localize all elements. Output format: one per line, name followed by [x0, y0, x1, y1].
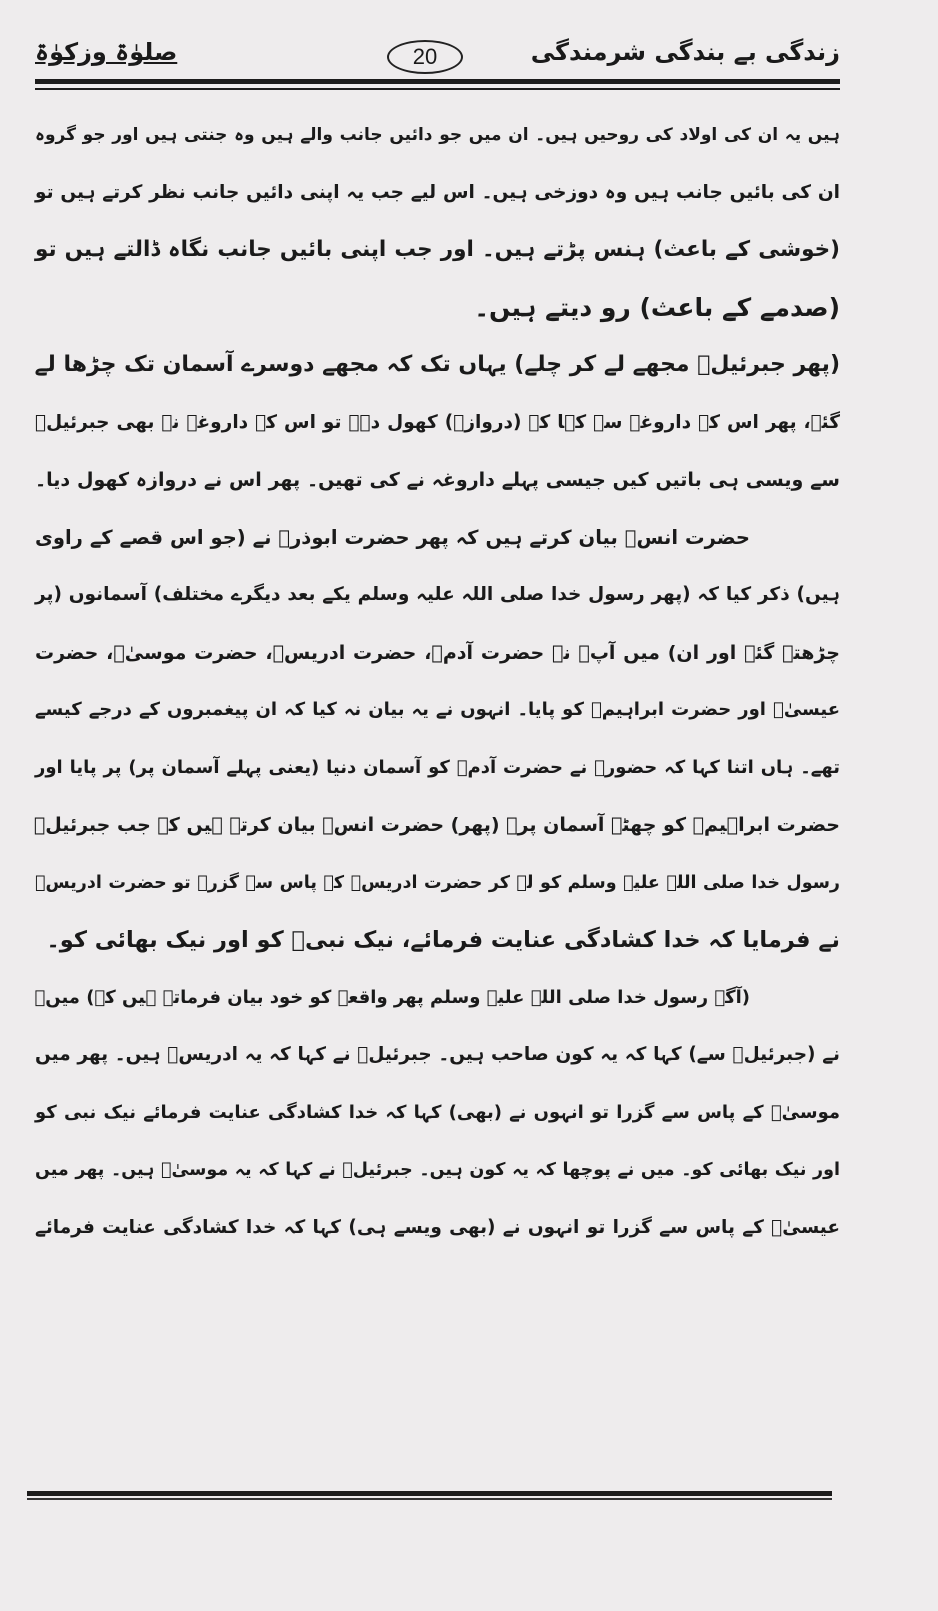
text-line: ان کی بائیں جانب ہیں وہ دوزخی ہیں۔ اس لیے جب یہ اپنی دائیں جانب نظر کرتے ہیں تو — [35, 181, 840, 203]
text-line: رسول خدا صلی اللہ علیہ وسلم کو لے کر حضرت ادریسؑ کے پاس سے گزرے تو حضرت ادریسؑ — [35, 872, 840, 893]
footer-rule — [27, 1491, 832, 1496]
text-line: نے فرمایا کہ خدا کشادگی عنایت فرمائے، نیک نبیؐ کو اور نیک بھائی کو۔ — [46, 927, 840, 953]
header-rule-thin — [35, 88, 840, 90]
text-line: چڑھتے گئے اور ان) میں آپؐ نے حضرت آدمؑ، حضرت ادریسؑ، حضرت موسیٰؑ، حضرت — [35, 641, 840, 664]
text-line: حضرت ابراہیمؑ کو چھٹے آسمان پر۔ (پھر) حضرت انسؓ بیان کرتے ہیں کہ جب جبرئیلؑ — [33, 814, 840, 836]
text-line: (پھر جبرئیلؑ مجھے لے کر چلے) یہاں تک کہ مجھے دوسرے آسمان تک چڑھا لے — [34, 352, 840, 377]
header-rule — [35, 79, 840, 84]
text-line: عیسیٰؑ اور حضرت ابراہیمؑ کو پایا۔ انہوں نے یہ بیان نہ کیا کہ ان پیغمبروں کے درجے کیسے — [35, 699, 840, 720]
running-header — [35, 38, 840, 78]
text-line: موسیٰؑ کے پاس سے گزرا تو انہوں نے (بھی) کہا کہ خدا کشادگی عنایت فرمائے نیک نبی کو — [35, 1101, 840, 1123]
page-body-text — [35, 110, 840, 1260]
book-title: زندگی بے بندگی شرمندگی — [530, 38, 840, 66]
text-line: ہیں) ذکر کیا کہ (پھر رسول خدا صلی اللہ علیہ وسلم یکے بعد دیگرے مختلف) آسمانوں (پر — [35, 584, 840, 605]
text-line: تھے۔ ہاں اتنا کہا کہ حضورؐ نے حضرت آدمؑ کو آسمان دنیا (یعنی پہلے آسمان پر) پر پایا اور — [35, 756, 840, 778]
text-line: نے (جبرئیلؑ سے) کہا کہ یہ کون صاحب ہیں۔ جبرئیلؑ نے کہا کہ یہ ادریسؑ ہیں۔ پھر میں — [35, 1044, 840, 1065]
footer-rule-thin — [27, 1498, 832, 1500]
text-line: (صدمے کے باعث) رو دیتے ہیں۔ — [474, 292, 840, 322]
text-line: (خوشی کے باعث) ہنس پڑتے ہیں۔ اور جب اپنی بائیں جانب نگاہ ڈالتے ہیں تو — [35, 237, 840, 262]
text-line: (آگے رسول خدا صلی اللہ علیہ وسلم پھر واقعے کو خود بیان فرماتے ہیں کہ) میںؐ — [34, 986, 750, 1008]
text-line: اور نیک بھائی کو۔ میں نے پوچھا کہ یہ کون ہیں۔ جبرئیلؑ نے کہا کہ یہ موسیٰؑ ہیں۔ پھر میں — [35, 1160, 840, 1180]
section-title: صلوٰۃ وزکوٰۃ — [35, 38, 178, 66]
page-number: 20 — [387, 40, 463, 74]
text-line: حضرت انسؓ بیان کرتے ہیں کہ پھر حضرت ابوذرؓ نے (جو اس قصے کے راوی — [35, 525, 750, 549]
text-line: سے ویسی ہی باتیں کیں جیسی پہلے داروغہ نے کی تھیں۔ پھر اس نے دروازہ کھول دیا۔ — [35, 469, 840, 491]
text-line: عیسیٰؑ کے پاس سے گزرا تو انہوں نے (بھی ویسے ہی) کہا کہ خدا کشادگی عنایت فرمائے — [35, 1216, 840, 1238]
text-line: گئے، پھر اس کے داروغہ سے کہا کہ (دروازہ) کھول دے۔ تو اس کے داروغہ نے بھی جبرئیلؑ — [35, 411, 840, 433]
text-line: ہیں یہ ان کی اولاد کی روحیں ہیں۔ ان میں جو دائیں جانب والے ہیں وہ جنتی ہیں اور جو گروہ — [35, 125, 840, 145]
